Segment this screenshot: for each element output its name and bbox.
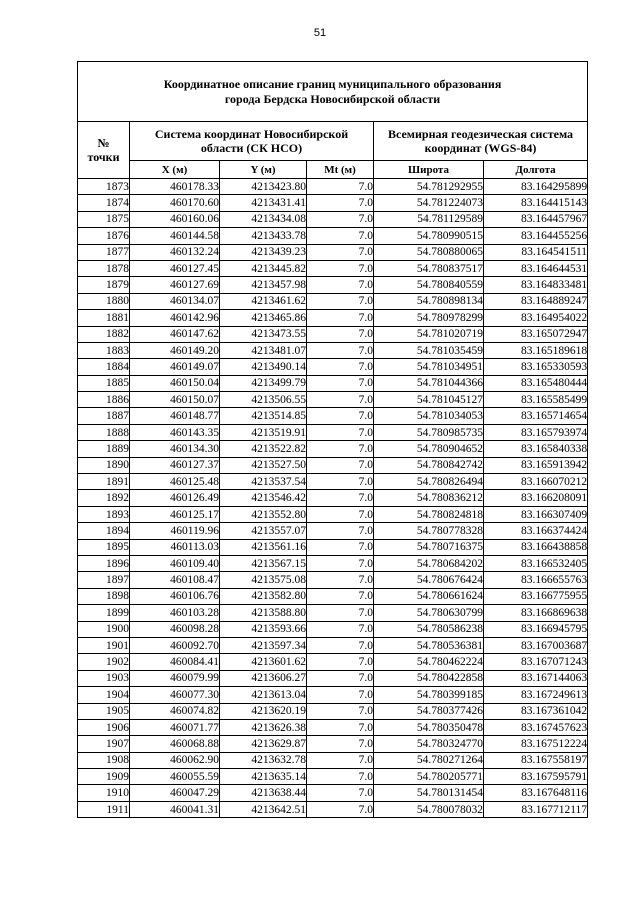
point-number-cell: 1881 <box>78 310 130 326</box>
point-number-cell: 1876 <box>78 228 130 244</box>
y-cell: 4213499.79 <box>220 375 307 391</box>
mt-cell: 7.0 <box>307 244 374 260</box>
point-number-cell: 1898 <box>78 588 130 604</box>
longitude-cell: 83.165330593 <box>484 359 588 375</box>
y-cell: 4213635.14 <box>220 769 307 785</box>
latitude-cell: 54.780324770 <box>374 736 484 752</box>
y-cell: 4213552.80 <box>220 506 307 522</box>
x-cell: 460149.20 <box>130 342 220 358</box>
x-cell: 460134.30 <box>130 441 220 457</box>
x-cell: 460106.76 <box>130 588 220 604</box>
latitude-cell: 54.780536381 <box>374 637 484 653</box>
y-cell: 4213561.16 <box>220 539 307 555</box>
latitude-cell: 54.781045127 <box>374 392 484 408</box>
x-cell: 460134.07 <box>130 293 220 309</box>
mt-cell: 7.0 <box>307 441 374 457</box>
x-cell: 460150.07 <box>130 392 220 408</box>
table-row <box>78 392 588 408</box>
x-cell: 460079.99 <box>130 670 220 686</box>
longitude-cell: 83.166208091 <box>484 490 588 506</box>
point-number-cell: 1874 <box>78 195 130 211</box>
longitude-cell: 83.167558197 <box>484 752 588 768</box>
table-row <box>78 441 588 457</box>
latitude-cell: 54.780676424 <box>374 572 484 588</box>
longitude-cell: 83.165585499 <box>484 392 588 408</box>
y-cell: 4213506.55 <box>220 392 307 408</box>
latitude-cell: 54.780205771 <box>374 769 484 785</box>
latitude-cell: 54.780399185 <box>374 687 484 703</box>
longitude-cell: 83.164644531 <box>484 260 588 276</box>
table-row <box>78 572 588 588</box>
longitude-cell: 83.164295899 <box>484 179 588 195</box>
latitude-cell: 54.780131454 <box>374 785 484 801</box>
y-cell: 4213638.44 <box>220 785 307 801</box>
point-number-cell: 1905 <box>78 703 130 719</box>
table-row <box>78 457 588 473</box>
table-row <box>78 785 588 801</box>
page-number: 51 <box>313 27 327 39</box>
point-number-cell: 1911 <box>78 801 130 817</box>
y-cell: 4213514.85 <box>220 408 307 424</box>
y-cell: 4213575.08 <box>220 572 307 588</box>
table-row <box>78 555 588 571</box>
x-cell: 460055.59 <box>130 769 220 785</box>
point-number-cell: 1902 <box>78 654 130 670</box>
mt-cell: 7.0 <box>307 719 374 735</box>
x-cell: 460074.82 <box>130 703 220 719</box>
mt-cell: 7.0 <box>307 605 374 621</box>
table-row <box>78 588 588 604</box>
y-cell: 4213434.08 <box>220 211 307 227</box>
y-cell: 4213522.82 <box>220 441 307 457</box>
y-cell: 4213629.87 <box>220 736 307 752</box>
y-cell: 4213593.66 <box>220 621 307 637</box>
longitude-cell: 83.167712117 <box>484 801 588 817</box>
y-cell: 4213423.80 <box>220 179 307 195</box>
latitude-cell: 54.780630799 <box>374 605 484 621</box>
x-cell: 460108.47 <box>130 572 220 588</box>
mt-cell: 7.0 <box>307 326 374 342</box>
point-number-cell: 1887 <box>78 408 130 424</box>
title-line-1: Координатное описание границ муниципального образования <box>163 76 502 91</box>
y-cell: 4213465.86 <box>220 310 307 326</box>
x-cell: 460148.77 <box>130 408 220 424</box>
table-row <box>78 342 588 358</box>
header-latitude: Широта <box>374 161 484 179</box>
table-row <box>78 703 588 719</box>
table-row <box>78 621 588 637</box>
longitude-cell: 83.166374424 <box>484 523 588 539</box>
x-cell: 460109.40 <box>130 555 220 571</box>
mt-cell: 7.0 <box>307 490 374 506</box>
x-cell: 460084.41 <box>130 654 220 670</box>
point-number-cell: 1889 <box>78 441 130 457</box>
table-row <box>78 211 588 227</box>
point-number-cell: 1908 <box>78 752 130 768</box>
table-row <box>78 244 588 260</box>
point-number-cell: 1882 <box>78 326 130 342</box>
latitude-cell: 54.780898134 <box>374 293 484 309</box>
y-cell: 4213431.41 <box>220 195 307 211</box>
title-line-2: города Бердска Новосибирской области <box>224 91 441 106</box>
latitude-cell: 54.780904652 <box>374 441 484 457</box>
latitude-cell: 54.780842742 <box>374 457 484 473</box>
mt-cell: 7.0 <box>307 260 374 276</box>
longitude-cell: 83.165189618 <box>484 342 588 358</box>
longitude-cell: 83.167249613 <box>484 687 588 703</box>
mt-cell: 7.0 <box>307 474 374 490</box>
table-row <box>78 228 588 244</box>
longitude-cell: 83.167003687 <box>484 637 588 653</box>
header-point-number-line-1: № <box>97 136 110 150</box>
x-cell: 460098.28 <box>130 621 220 637</box>
latitude-cell: 54.780836212 <box>374 490 484 506</box>
point-number-cell: 1885 <box>78 375 130 391</box>
longitude-cell: 83.164541511 <box>484 244 588 260</box>
point-number-cell: 1896 <box>78 555 130 571</box>
latitude-cell: 54.780990515 <box>374 228 484 244</box>
point-number-cell: 1886 <box>78 392 130 408</box>
y-cell: 4213613.04 <box>220 687 307 703</box>
y-cell: 4213626.38 <box>220 719 307 735</box>
mt-cell: 7.0 <box>307 375 374 391</box>
point-number-cell: 1883 <box>78 342 130 358</box>
y-cell: 4213537.54 <box>220 474 307 490</box>
y-cell: 4213445.82 <box>220 260 307 276</box>
mt-cell: 7.0 <box>307 277 374 293</box>
longitude-cell: 83.167595791 <box>484 769 588 785</box>
longitude-cell: 83.166655763 <box>484 572 588 588</box>
mt-cell: 7.0 <box>307 228 374 244</box>
x-cell: 460103.28 <box>130 605 220 621</box>
point-number-cell: 1880 <box>78 293 130 309</box>
longitude-cell: 83.165840338 <box>484 441 588 457</box>
table-row <box>78 637 588 653</box>
longitude-cell: 83.166532405 <box>484 555 588 571</box>
x-cell: 460041.31 <box>130 801 220 817</box>
mt-cell: 7.0 <box>307 637 374 653</box>
mt-cell: 7.0 <box>307 179 374 195</box>
table-row <box>78 687 588 703</box>
y-cell: 4213519.91 <box>220 424 307 440</box>
mt-cell: 7.0 <box>307 621 374 637</box>
point-number-cell: 1892 <box>78 490 130 506</box>
header-point-number <box>78 122 130 179</box>
mt-cell: 7.0 <box>307 654 374 670</box>
table-row <box>78 605 588 621</box>
longitude-cell: 83.166945795 <box>484 621 588 637</box>
mt-cell: 7.0 <box>307 342 374 358</box>
table-row <box>78 719 588 735</box>
latitude-cell: 54.780880065 <box>374 244 484 260</box>
latitude-cell: 54.781224073 <box>374 195 484 211</box>
latitude-cell: 54.781034951 <box>374 359 484 375</box>
latitude-cell: 54.780586238 <box>374 621 484 637</box>
point-number-cell: 1877 <box>78 244 130 260</box>
y-cell: 4213567.15 <box>220 555 307 571</box>
mt-cell: 7.0 <box>307 523 374 539</box>
table-row <box>78 670 588 686</box>
header-longitude: Долгота <box>484 161 588 179</box>
table-row <box>78 195 588 211</box>
latitude-cell: 54.780684202 <box>374 555 484 571</box>
x-cell: 460160.06 <box>130 211 220 227</box>
header-wgs-system <box>374 122 588 161</box>
y-cell: 4213457.98 <box>220 277 307 293</box>
y-cell: 4213473.55 <box>220 326 307 342</box>
x-cell: 460127.37 <box>130 457 220 473</box>
mt-cell: 7.0 <box>307 211 374 227</box>
point-number-cell: 1888 <box>78 424 130 440</box>
y-cell: 4213582.80 <box>220 588 307 604</box>
point-number-cell: 1873 <box>78 179 130 195</box>
longitude-cell: 83.166307409 <box>484 506 588 522</box>
point-number-cell: 1901 <box>78 637 130 653</box>
x-cell: 460119.96 <box>130 523 220 539</box>
table-row <box>78 539 588 555</box>
y-cell: 4213461.62 <box>220 293 307 309</box>
point-number-cell: 1878 <box>78 260 130 276</box>
x-cell: 460127.69 <box>130 277 220 293</box>
table-row <box>78 408 588 424</box>
x-cell: 460113.03 <box>130 539 220 555</box>
mt-cell: 7.0 <box>307 195 374 211</box>
x-cell: 460149.07 <box>130 359 220 375</box>
x-cell: 460142.96 <box>130 310 220 326</box>
latitude-cell: 54.780840559 <box>374 277 484 293</box>
y-cell: 4213433.78 <box>220 228 307 244</box>
table-title <box>78 62 588 122</box>
table-row <box>78 523 588 539</box>
latitude-cell: 54.781044366 <box>374 375 484 391</box>
table-row <box>78 801 588 817</box>
x-cell: 460127.45 <box>130 260 220 276</box>
longitude-cell: 83.167071243 <box>484 654 588 670</box>
point-number-cell: 1899 <box>78 605 130 621</box>
table-row <box>78 277 588 293</box>
mt-cell: 7.0 <box>307 687 374 703</box>
header-local-system-line-2: области (СК НСО) <box>200 141 303 155</box>
y-cell: 4213642.51 <box>220 801 307 817</box>
header-y: Y (м) <box>220 161 307 179</box>
latitude-cell: 54.781292955 <box>374 179 484 195</box>
table-row <box>78 375 588 391</box>
point-number-cell: 1910 <box>78 785 130 801</box>
mt-cell: 7.0 <box>307 539 374 555</box>
header-x: X (м) <box>130 161 220 179</box>
longitude-cell: 83.165913942 <box>484 457 588 473</box>
x-cell: 460077.30 <box>130 687 220 703</box>
x-cell: 460170.60 <box>130 195 220 211</box>
longitude-cell: 83.167361042 <box>484 703 588 719</box>
y-cell: 4213620.19 <box>220 703 307 719</box>
table-row <box>78 736 588 752</box>
x-cell: 460143.35 <box>130 424 220 440</box>
x-cell: 460125.17 <box>130 506 220 522</box>
latitude-cell: 54.780462224 <box>374 654 484 670</box>
header-mt: Mt (м) <box>307 161 374 179</box>
point-number-cell: 1909 <box>78 769 130 785</box>
point-number-cell: 1890 <box>78 457 130 473</box>
point-number-cell: 1884 <box>78 359 130 375</box>
table-row <box>78 490 588 506</box>
latitude-cell: 54.781129589 <box>374 211 484 227</box>
point-number-cell: 1897 <box>78 572 130 588</box>
longitude-cell: 83.167648116 <box>484 785 588 801</box>
table-row <box>78 260 588 276</box>
mt-cell: 7.0 <box>307 785 374 801</box>
mt-cell: 7.0 <box>307 801 374 817</box>
table-row <box>78 752 588 768</box>
x-cell: 460071.77 <box>130 719 220 735</box>
longitude-cell: 83.167144063 <box>484 670 588 686</box>
mt-cell: 7.0 <box>307 736 374 752</box>
point-number-cell: 1906 <box>78 719 130 735</box>
x-cell: 460150.04 <box>130 375 220 391</box>
longitude-cell: 83.166070212 <box>484 474 588 490</box>
point-number-cell: 1895 <box>78 539 130 555</box>
longitude-cell: 83.165072947 <box>484 326 588 342</box>
latitude-cell: 54.780978299 <box>374 310 484 326</box>
x-cell: 460132.24 <box>130 244 220 260</box>
longitude-cell: 83.164415143 <box>484 195 588 211</box>
mt-cell: 7.0 <box>307 588 374 604</box>
x-cell: 460092.70 <box>130 637 220 653</box>
mt-cell: 7.0 <box>307 506 374 522</box>
x-cell: 460144.58 <box>130 228 220 244</box>
y-cell: 4213490.14 <box>220 359 307 375</box>
point-number-cell: 1907 <box>78 736 130 752</box>
longitude-cell: 83.167512224 <box>484 736 588 752</box>
longitude-cell: 83.165480444 <box>484 375 588 391</box>
mt-cell: 7.0 <box>307 769 374 785</box>
y-cell: 4213439.23 <box>220 244 307 260</box>
mt-cell: 7.0 <box>307 703 374 719</box>
mt-cell: 7.0 <box>307 310 374 326</box>
y-cell: 4213597.34 <box>220 637 307 653</box>
y-cell: 4213557.07 <box>220 523 307 539</box>
point-number-cell: 1894 <box>78 523 130 539</box>
longitude-cell: 83.164457967 <box>484 211 588 227</box>
y-cell: 4213632.78 <box>220 752 307 768</box>
y-cell: 4213606.27 <box>220 670 307 686</box>
latitude-cell: 54.780078032 <box>374 801 484 817</box>
y-cell: 4213546.42 <box>220 490 307 506</box>
x-cell: 460126.49 <box>130 490 220 506</box>
latitude-cell: 54.780377426 <box>374 703 484 719</box>
table-row <box>78 179 588 195</box>
coordinates-table <box>77 61 588 818</box>
point-number-cell: 1903 <box>78 670 130 686</box>
mt-cell: 7.0 <box>307 359 374 375</box>
latitude-cell: 54.780837517 <box>374 260 484 276</box>
point-number-cell: 1900 <box>78 621 130 637</box>
table-row <box>78 293 588 309</box>
point-number-cell: 1879 <box>78 277 130 293</box>
y-cell: 4213601.62 <box>220 654 307 670</box>
longitude-cell: 83.165793974 <box>484 424 588 440</box>
y-cell: 4213588.80 <box>220 605 307 621</box>
x-cell: 460047.29 <box>130 785 220 801</box>
table-row <box>78 310 588 326</box>
table-row <box>78 506 588 522</box>
longitude-cell: 83.166438858 <box>484 539 588 555</box>
mt-cell: 7.0 <box>307 457 374 473</box>
x-cell: 460125.48 <box>130 474 220 490</box>
x-cell: 460147.62 <box>130 326 220 342</box>
longitude-cell: 83.164833481 <box>484 277 588 293</box>
table-row <box>78 654 588 670</box>
header-wgs-system-line-2: координат (WGS-84) <box>424 141 537 155</box>
mt-cell: 7.0 <box>307 293 374 309</box>
y-cell: 4213481.07 <box>220 342 307 358</box>
table-row <box>78 769 588 785</box>
y-cell: 4213527.50 <box>220 457 307 473</box>
x-cell: 460068.88 <box>130 736 220 752</box>
latitude-cell: 54.780716375 <box>374 539 484 555</box>
latitude-cell: 54.780826494 <box>374 474 484 490</box>
latitude-cell: 54.780422858 <box>374 670 484 686</box>
longitude-cell: 83.166869638 <box>484 605 588 621</box>
header-wgs-system-line-1: Всемирная геодезическая система <box>388 127 574 141</box>
latitude-cell: 54.781034053 <box>374 408 484 424</box>
latitude-cell: 54.780778328 <box>374 523 484 539</box>
mt-cell: 7.0 <box>307 424 374 440</box>
header-local-system-line-1: Система координат Новосибирской <box>154 127 349 141</box>
mt-cell: 7.0 <box>307 555 374 571</box>
latitude-cell: 54.781035459 <box>374 342 484 358</box>
table-row <box>78 424 588 440</box>
latitude-cell: 54.780824818 <box>374 506 484 522</box>
x-cell: 460062.90 <box>130 752 220 768</box>
longitude-cell: 83.166775955 <box>484 588 588 604</box>
x-cell: 460178.33 <box>130 179 220 195</box>
latitude-cell: 54.780985735 <box>374 424 484 440</box>
table-row <box>78 474 588 490</box>
table-row <box>78 326 588 342</box>
longitude-cell: 83.164954022 <box>484 310 588 326</box>
mt-cell: 7.0 <box>307 408 374 424</box>
point-number-cell: 1891 <box>78 474 130 490</box>
longitude-cell: 83.167457623 <box>484 719 588 735</box>
longitude-cell: 83.165714654 <box>484 408 588 424</box>
header-point-number-line-2: точки <box>87 150 120 164</box>
latitude-cell: 54.781020719 <box>374 326 484 342</box>
point-number-cell: 1893 <box>78 506 130 522</box>
mt-cell: 7.0 <box>307 670 374 686</box>
mt-cell: 7.0 <box>307 572 374 588</box>
latitude-cell: 54.780271264 <box>374 752 484 768</box>
mt-cell: 7.0 <box>307 392 374 408</box>
point-number-cell: 1904 <box>78 687 130 703</box>
table-row <box>78 359 588 375</box>
header-local-system <box>130 122 374 161</box>
mt-cell: 7.0 <box>307 752 374 768</box>
latitude-cell: 54.780661624 <box>374 588 484 604</box>
table-body <box>78 179 588 818</box>
longitude-cell: 83.164455256 <box>484 228 588 244</box>
point-number-cell: 1875 <box>78 211 130 227</box>
latitude-cell: 54.780350478 <box>374 719 484 735</box>
longitude-cell: 83.164889247 <box>484 293 588 309</box>
